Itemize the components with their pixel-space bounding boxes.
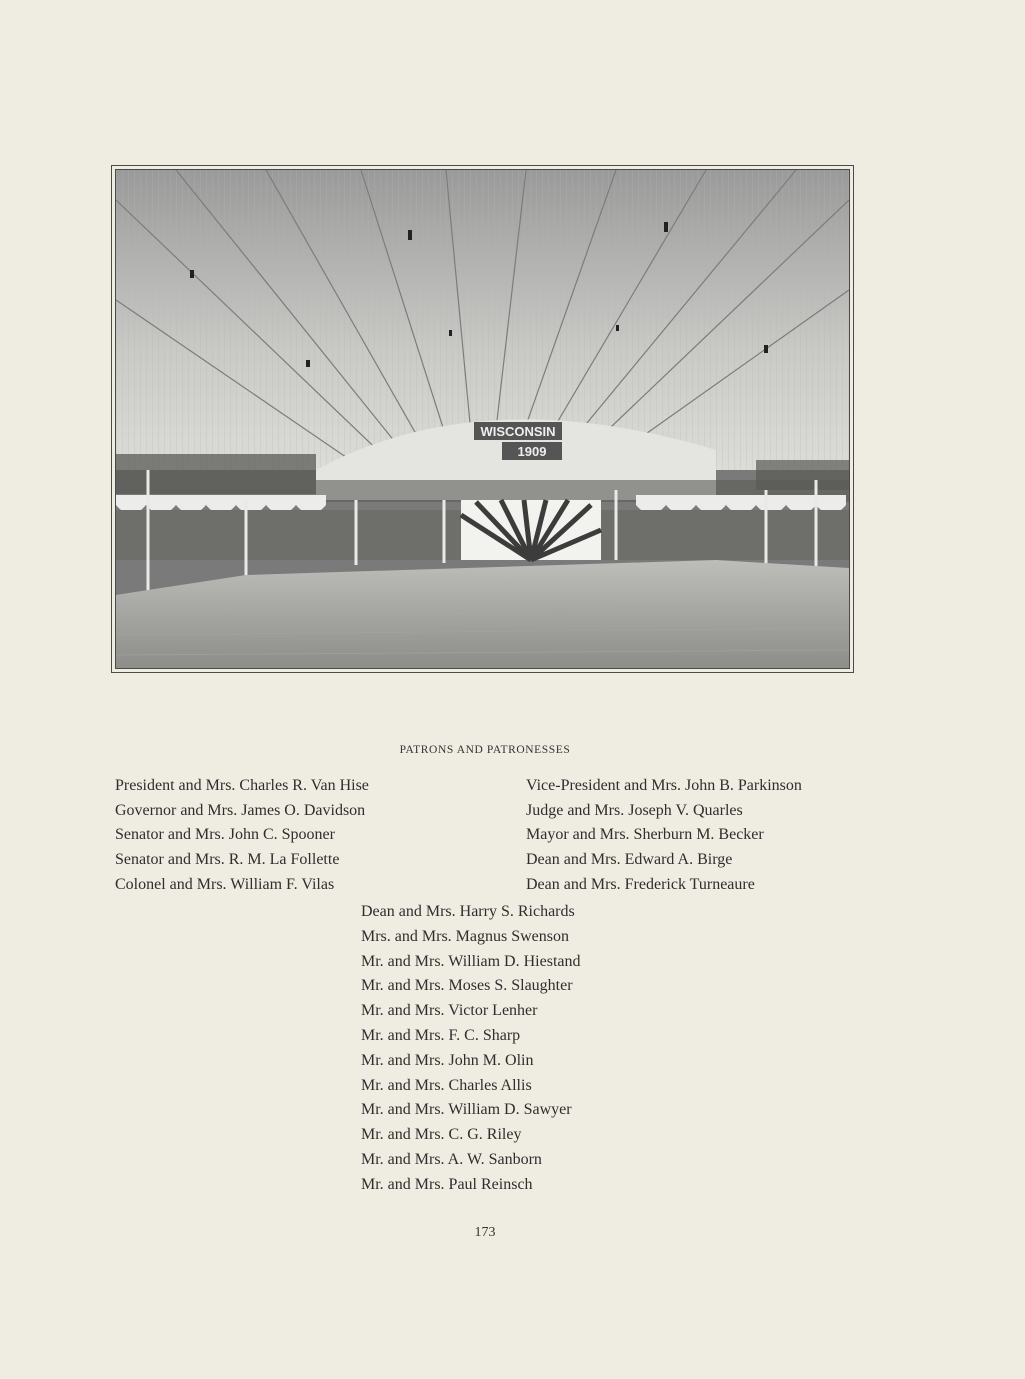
photo-frame: [111, 165, 854, 673]
section-heading: PATRONS AND PATRONESSES: [399, 744, 571, 756]
dance-floor: [116, 560, 849, 668]
banner-text-2: 1909: [517, 444, 547, 459]
patron-entry: Mayor and Mrs. Sherburn M. Becker: [526, 826, 764, 844]
ballroom-photo: [115, 169, 850, 669]
patrons-center-column: [361, 900, 580, 1198]
patron-entry: Senator and Mrs. John C. Spooner: [115, 826, 335, 844]
patron-entry: Vice-President and Mrs. John B. Parkinson: [526, 777, 802, 794]
patron-entry: Mr. and Mrs. William D. Hiestand: [361, 952, 581, 970]
patron-entry: Dean and Mrs. Edward A. Birge: [526, 851, 733, 869]
patron-entry: Senator and Mrs. R. M. La Follette: [115, 851, 340, 869]
patrons-right-column: [526, 774, 802, 897]
patron-entry: Judge and Mrs. Joseph V. Quarles: [526, 801, 743, 819]
patron-entry: Mr. and Mrs. F. C. Sharp: [361, 1026, 521, 1044]
patron-entry: Dean and Mrs. Frederick Turneaure: [526, 875, 755, 893]
patron-entry: President and Mrs. Charles R. Van Hise: [115, 777, 369, 794]
banner-text-1: WISCONSIN: [480, 424, 556, 439]
patrons-left-column: [115, 774, 369, 897]
patron-entry: Governor and Mrs. James O. Davidson: [115, 801, 366, 819]
ballroom-illustration: [116, 170, 849, 668]
patron-entry: Mr. and Mrs. Charles Allis: [361, 1076, 532, 1094]
patron-entry: Dean and Mrs. Harry S. Richards: [361, 903, 575, 920]
patron-entry: Mr. and Mrs. William D. Sawyer: [361, 1101, 572, 1119]
page-number: 173: [474, 1225, 496, 1240]
patron-entry: Mr. and Mrs. Paul Reinsch: [361, 1175, 533, 1193]
patron-entry: Colonel and Mrs. William F. Vilas: [115, 875, 335, 893]
patron-entry: Mr. and Mrs. Moses S. Slaughter: [361, 977, 573, 995]
patron-entry: Mr. and Mrs. A. W. Sanborn: [361, 1150, 542, 1168]
patron-entry: Mr. and Mrs. C. G. Riley: [361, 1126, 522, 1144]
sunburst-decoration: [461, 500, 601, 560]
patron-entry: Mrs. and Mrs. Magnus Swenson: [361, 927, 569, 945]
patron-entry: Mr. and Mrs. Victor Lenher: [361, 1002, 538, 1020]
patron-entry: Mr. and Mrs. John M. Olin: [361, 1051, 534, 1069]
